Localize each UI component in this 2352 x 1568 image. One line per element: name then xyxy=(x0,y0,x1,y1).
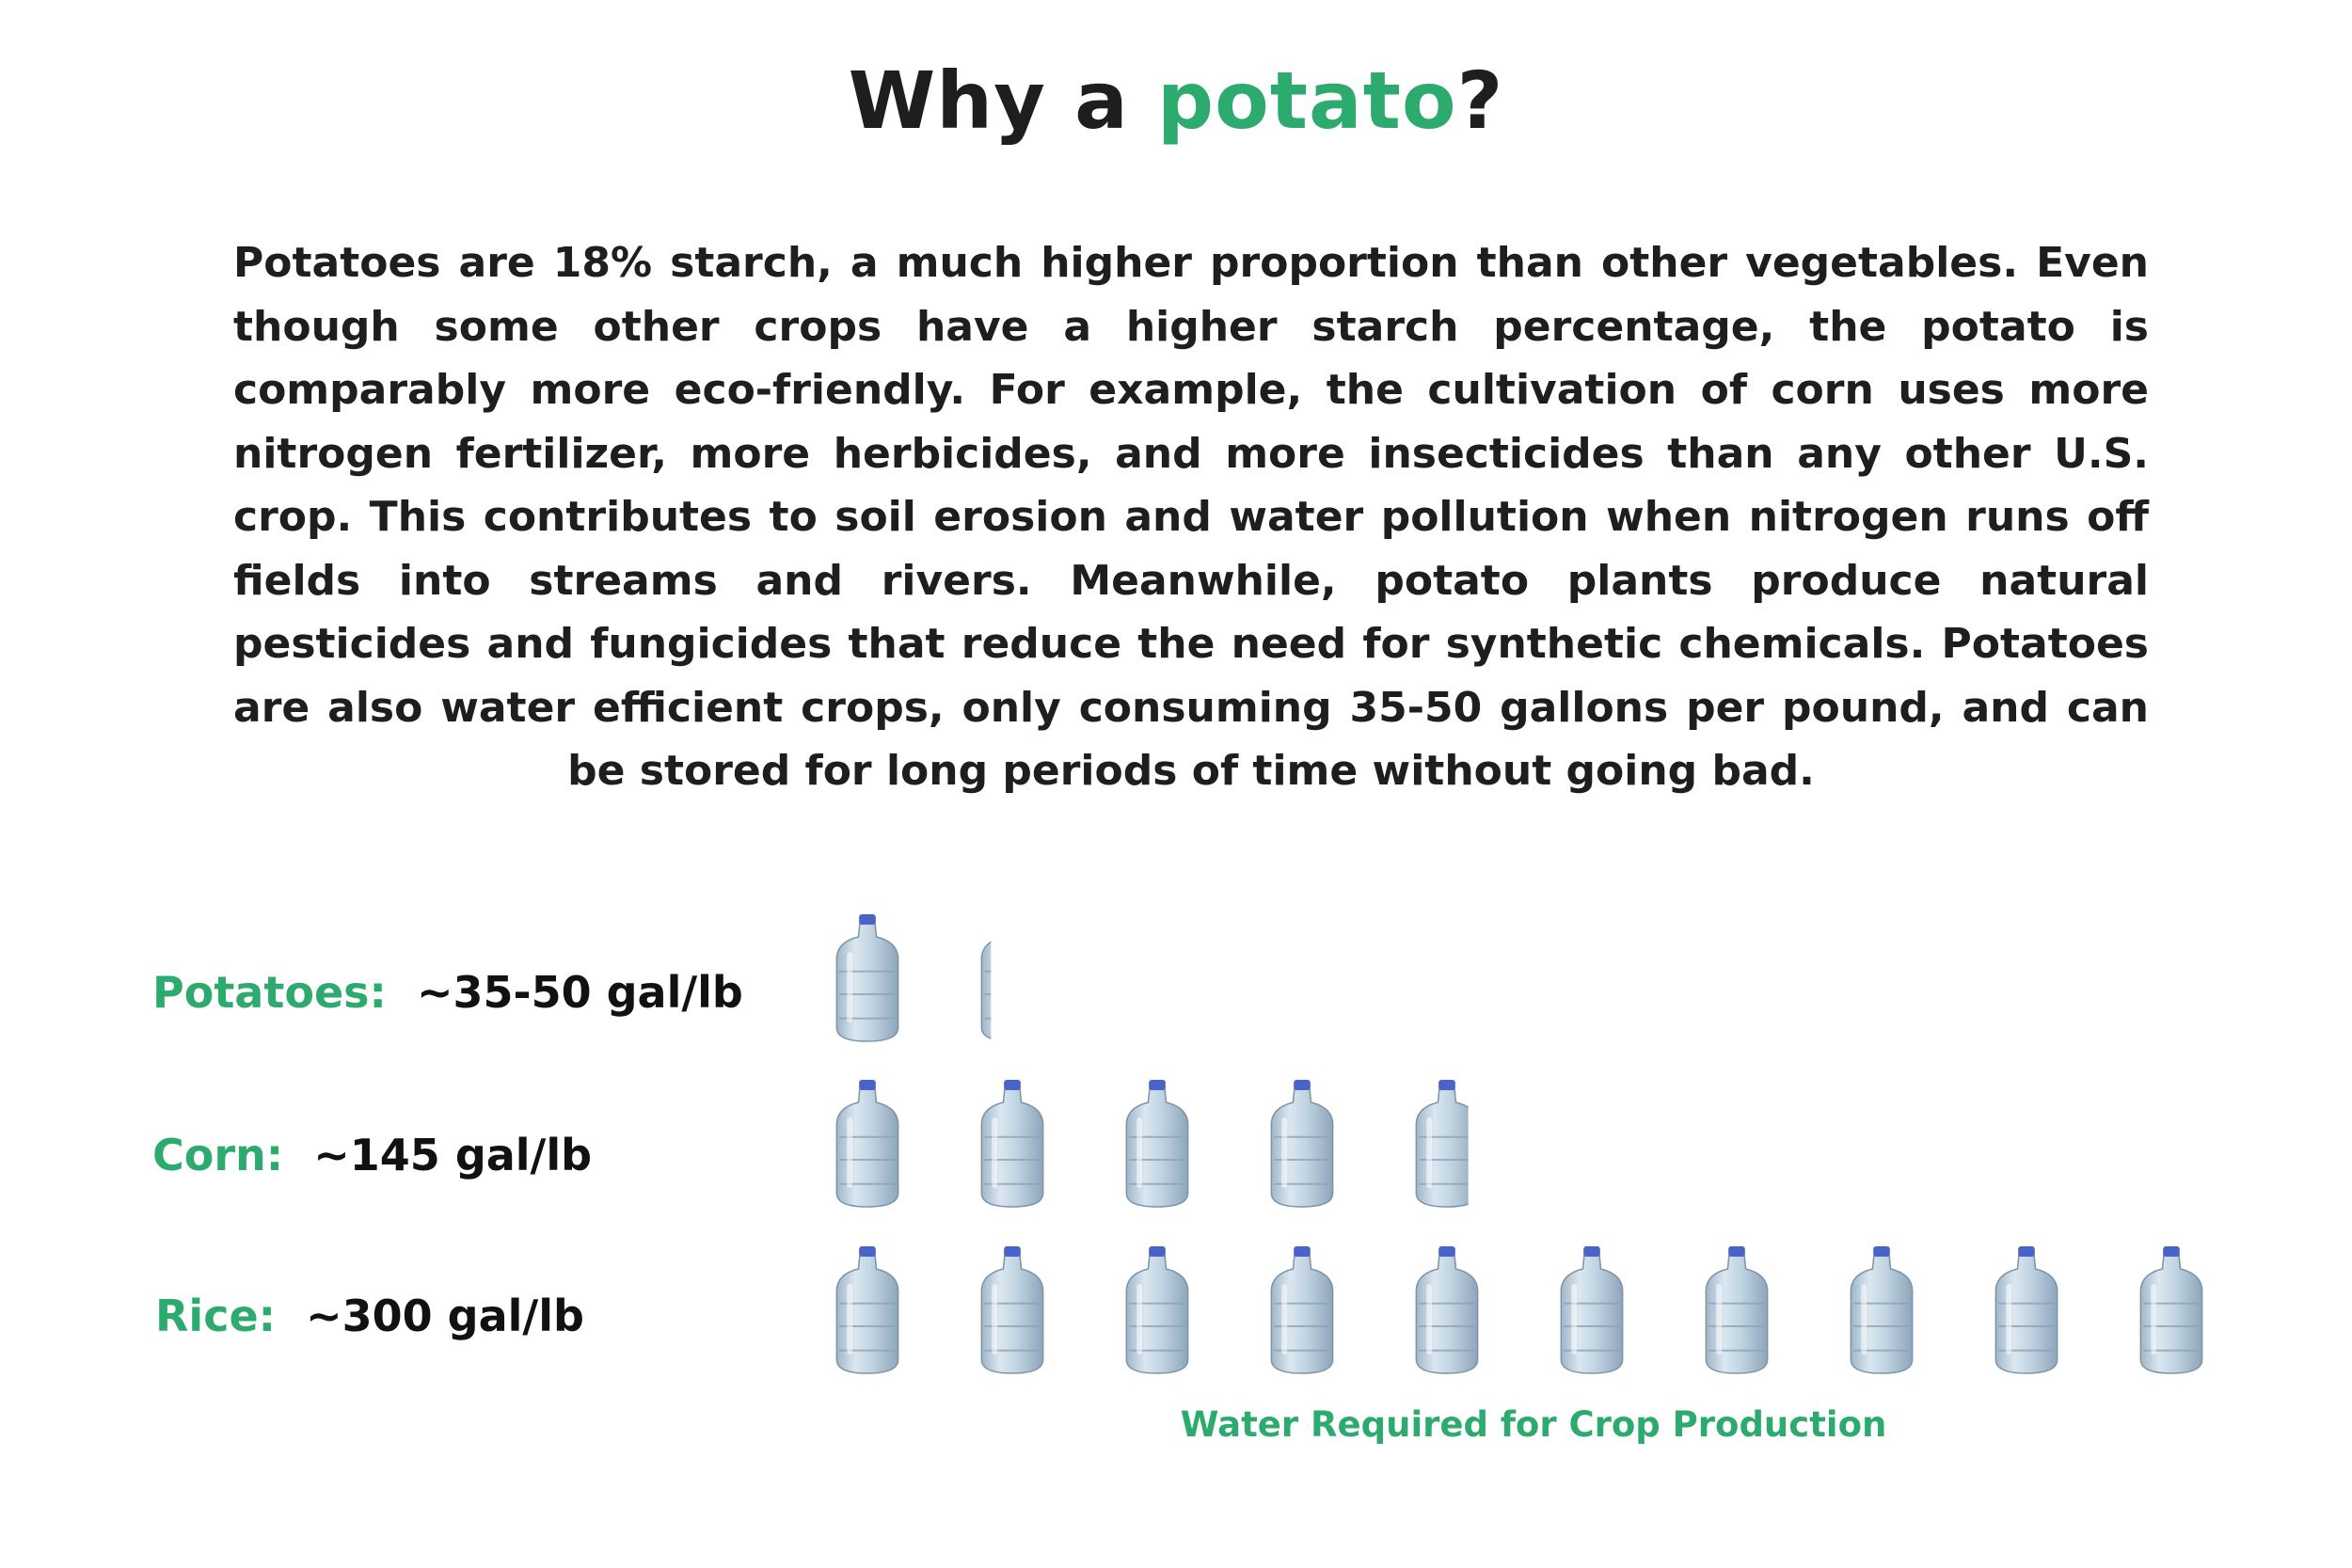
crop-amount-potatoes: ~35-50 gal/lb xyxy=(416,967,743,1018)
water-jug-corn-4 xyxy=(1271,1080,1332,1207)
water-jug-rice-10 xyxy=(2140,1246,2201,1373)
water-jug-rice-7 xyxy=(1706,1246,1767,1373)
water-jug-rice-2 xyxy=(981,1246,1042,1373)
water-jug-potatoes-1 xyxy=(836,914,898,1041)
title-suffix: ? xyxy=(1456,55,1504,147)
water-jug-rice-5 xyxy=(1416,1246,1477,1373)
water-jug-rice-8 xyxy=(1851,1246,1912,1373)
water-jug-rice-9 xyxy=(1995,1246,2057,1373)
chart-caption: Water Required for Crop Production xyxy=(1180,1404,1887,1445)
crop-name-corn: Corn: xyxy=(152,1130,284,1180)
crop-amount-rice: ~300 gal/lb xyxy=(306,1291,584,1341)
water-jug-rice-1 xyxy=(836,1246,898,1373)
water-jug-corn-2 xyxy=(981,1080,1042,1207)
title-prefix: Why a xyxy=(848,55,1158,147)
water-jug-corn-3 xyxy=(1126,1080,1187,1207)
title-accent: potato xyxy=(1157,55,1457,147)
water-jug-rice-3 xyxy=(1126,1246,1187,1373)
crop-name-potatoes: Potatoes: xyxy=(152,967,387,1018)
water-jug-rice-4 xyxy=(1271,1246,1332,1373)
body-paragraph: Potatoes are 18% starch, a much higher proportion than other vegetables. Even though some other crops have a higher starch percentage, the potato is comparably more eco-friendly. For example, the cultivation of corn uses more nitrogen fertilizer, more herbicides, and more insecticides than any other U.S. crop. This contributes to soil erosion and water pollution when nitrogen runs off fields into streams and rivers. Meanwhile, potato plants produce natural pesticides and fungicides that reduce the need for synthetic chemicals. Potatoes are also water efficient crops, only consuming 35-50 gallons per pound, and can be stored for long periods of time without going bad. xyxy=(233,239,2149,795)
water-jug-potatoes-2 xyxy=(981,914,1042,1041)
water-jug-rice-6 xyxy=(1561,1246,1622,1373)
water-jug-corn-5 xyxy=(1416,1080,1477,1207)
crop-name-rice: Rice: xyxy=(155,1291,277,1341)
water-jug-corn-1 xyxy=(836,1080,898,1207)
crop-amount-corn: ~145 gal/lb xyxy=(313,1130,593,1180)
